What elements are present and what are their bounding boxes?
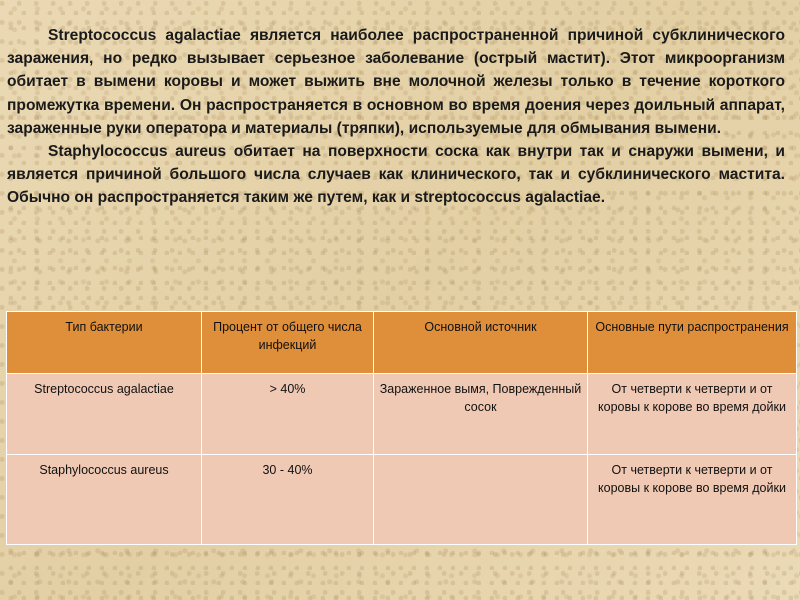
paragraph-staphylococcus: Staphylococcus aureus обитает на поверхности соска как внутри так и снаружи вымени, и является причиной большого числа случаев как клинического, так и субклинического мастита. Обычно он распространяется таким же путем, как и streptococcus agalactiae. (7, 143, 785, 207)
cell-infection-percent: > 40% (202, 374, 374, 455)
bacteria-table (6, 311, 797, 545)
table-row (7, 374, 797, 455)
header-spread-routes: Основные пути распространения (588, 312, 797, 374)
cell-infection-percent: 30 - 40% (202, 455, 374, 545)
bacteria-table-container (6, 311, 796, 545)
paragraph-streptococcus: Streptococcus agalactiae является наиболее распространенной причиной субклинического заражения, но редко вызывает серьезное заболевание (острый мастит). Этот микроорганизм обитает в вымени коровы и может выжить вне молочной железы только в течение короткого промежутка времени. Он распространяется в основном во время доения через доильный аппарат, зараженные руки оператора и материалы (тряпки), используемые для обмывания вымени. (7, 27, 785, 137)
table-header-row (7, 312, 797, 374)
table-row (7, 455, 797, 545)
header-infection-percent: Процент от общего числа инфекций (202, 312, 374, 374)
cell-bacteria-type: Staphylococcus aureus (7, 455, 202, 545)
cell-main-source: Зараженное вымя, Поврежденный сосок (374, 374, 588, 455)
cell-main-source (374, 455, 588, 545)
cell-spread-routes: От четверти к четверти и от коровы к корове во время дойки (588, 374, 797, 455)
cell-spread-routes: От четверти к четверти и от коровы к корове во время дойки (588, 455, 797, 545)
cell-bacteria-type: Streptococcus agalactiae (7, 374, 202, 455)
body-text (7, 24, 785, 210)
header-main-source: Основной источник (374, 312, 588, 374)
header-bacteria-type: Тип бактерии (7, 312, 202, 374)
